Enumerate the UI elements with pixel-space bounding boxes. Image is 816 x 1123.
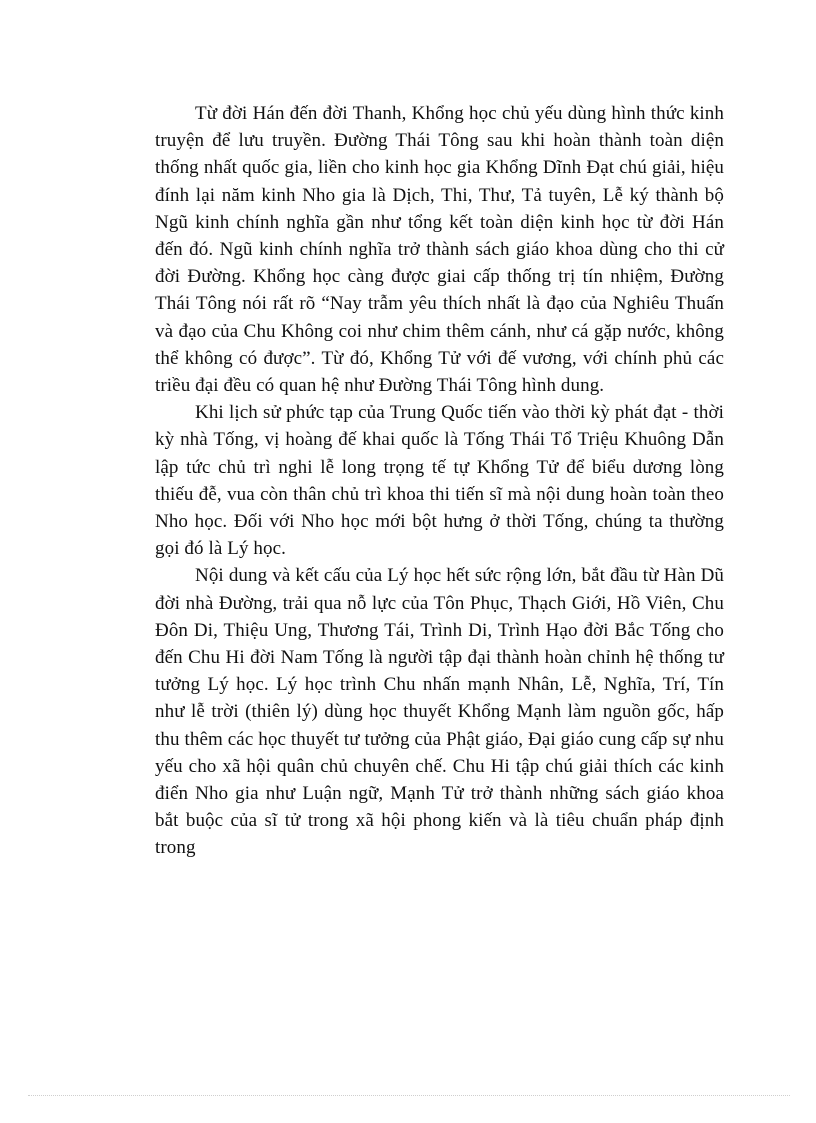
page-bottom-divider (28, 1095, 790, 1096)
paragraph-3: Nội dung và kết cấu của Lý học hết sức rộng lớn, bắt đầu từ Hàn Dũ đời nhà Đường, trải qua nỗ lực của Tôn Phục, Thạch Giới, Hồ Viên, Chu Đôn Di, Thiệu Ung, Thương Tái, Trình Di, Trình Hạo đời Bắc Tống cho đến Chu Hi đời Nam Tống là người tập đại thành hoàn chỉnh hệ thống tư tưởng Lý học. Lý học trình Chu nhấn mạnh Nhân, Lễ, Nghĩa, Trí, Tín như lễ trời (thiên lý) dùng học thuyết Khổng Mạnh làm nguồn gốc, hấp thu thêm các học thuyết tư tưởng của Phật giáo, Đại giáo cung cấp sự nhu yếu cho xã hội quân chủ chuyên chế. Chu Hi tập chú giải thích các kinh điển Nho gia như Luận ngữ, Mạnh Tử trở thành những sách giáo khoa bắt buộc của sĩ tử trong xã hội phong kiến và là tiêu chuẩn pháp định trong (155, 565, 724, 859)
document-page (155, 100, 724, 862)
paragraph-1: Từ đời Hán đến đời Thanh, Khổng học chủ yếu dùng hình thức kinh truyện để lưu truyền. Đường Thái Tông sau khi hoàn thành toàn diện thống nhất quốc gia, liền cho kinh học gia Khổng Dĩnh Đạt chú giải, hiệu đính lại năm kinh Nho gia là Dịch, Thi, Thư, Tả tuyên, Lễ ký thành bộ Ngũ kinh chính nghĩa gần như tổng kết toàn diện kinh học từ đời Hán đến đó. Ngũ kinh chính nghĩa trở thành sách giáo khoa dùng cho thi cử đời Đường. Khổng học càng được giai cấp thống trị tín nhiệm, Đường Thái Tông nói rất rõ “Nay trẫm yêu thích nhất là đạo của Nghiêu Thuấn và đạo của Chu Không coi như chim thêm cánh, như cá gặp nước, không thể không có được”. Từ đó, Khổng Tử với đế vương, với chính phủ các triều đại đều có quan hệ như Đường Thái Tông hình dung. (155, 103, 724, 397)
paragraph-2: Khi lịch sử phức tạp của Trung Quốc tiến vào thời kỳ phát đạt - thời kỳ nhà Tống, vị hoàng đế khai quốc là Tống Thái Tổ Triệu Khuông Dẫn lập tức chủ trì nghi lễ long trọng tế tự Khổng Tử để biểu dương lòng thiếu đễ, vua còn thân chủ trì khoa thi tiến sĩ mà nội dung hoàn toàn theo Nho học. Đối với Nho học mới bột hưng ở thời Tống, chúng ta thường gọi đó là Lý học. (155, 402, 724, 560)
